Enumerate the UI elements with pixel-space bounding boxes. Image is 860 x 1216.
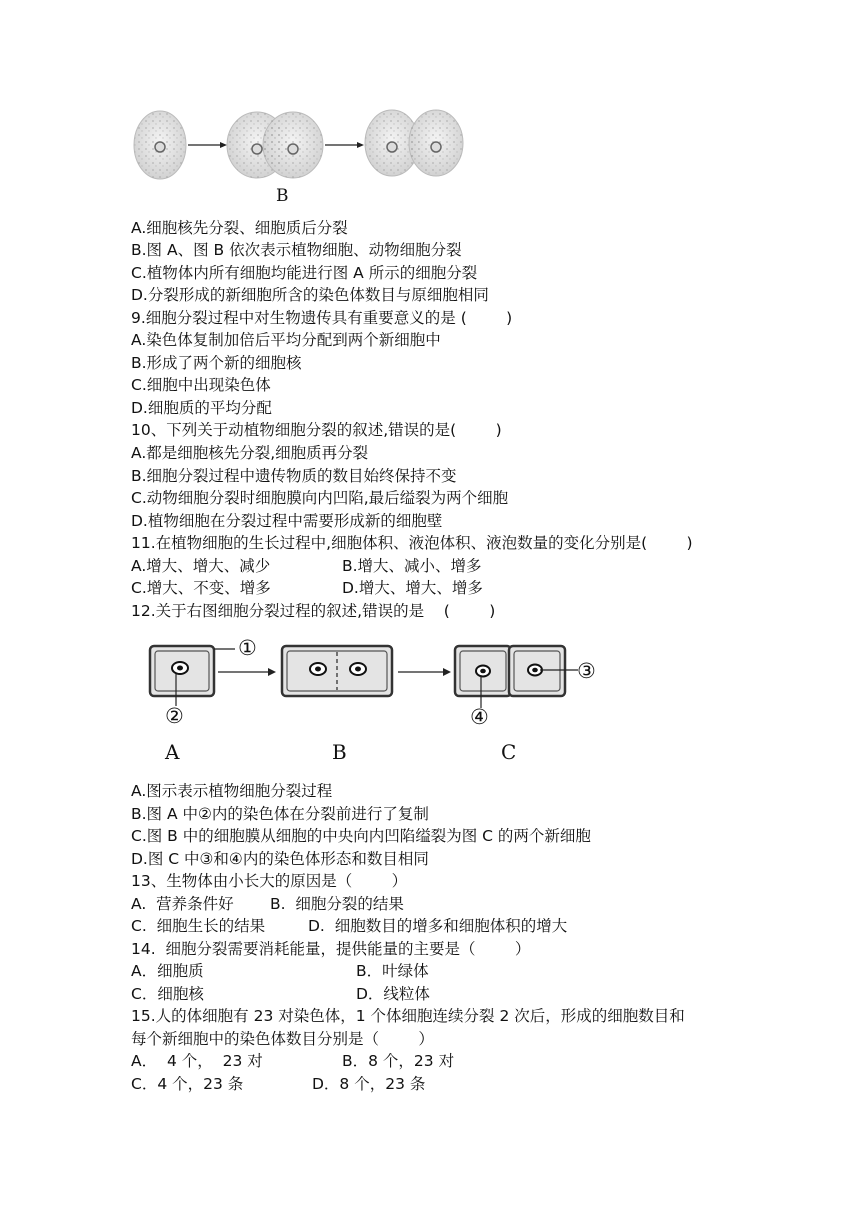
q14-stem: 14. 细胞分裂需要消耗能量，提供能量的主要是（ ） <box>131 940 531 958</box>
cell-stage-2 <box>227 112 323 178</box>
q9-option-a: A.染色体复制加倍后平均分配到两个新细胞中 <box>131 331 441 349</box>
q13-stem: 13、生物体由小长大的原因是（ ） <box>131 872 408 890</box>
q13-option-c: C. 细胞生长的结果 <box>131 917 266 935</box>
q13-option-d: D. 细胞数目的增多和细胞体积的增大 <box>308 917 568 935</box>
marker-1: ① <box>238 636 257 660</box>
q11-option-c: C.增大、不变、增多 <box>131 579 271 597</box>
figure-label-c: C <box>501 740 517 764</box>
q8-option-b: B.图 A、图 B 依次表示植物细胞、动物细胞分裂 <box>131 241 462 259</box>
marker-3: ③ <box>577 659 596 683</box>
cell-a <box>150 646 214 696</box>
figure-b-label: B <box>276 186 289 206</box>
q11-stem: 11.在植物细胞的生长过程中,细胞体积、液泡体积、液泡数量的变化分别是( ) <box>131 534 693 552</box>
q14-option-c: C．细胞核 <box>131 985 204 1003</box>
cell-c <box>455 646 565 696</box>
q8-option-c: C.植物体内所有细胞均能进行图 A 所示的细胞分裂 <box>131 264 478 282</box>
q10-option-d: D.植物细胞在分裂过程中需要形成新的细胞壁 <box>131 512 443 530</box>
q13-option-a: A. 营养条件好 <box>131 895 234 913</box>
q15-stem-line1: 15.人的体细胞有 23 对染色体，1 个体细胞连续分裂 2 次后，形成的细胞数目和 <box>131 1007 685 1025</box>
q15-option-c: C．4 个，23 条 <box>131 1075 244 1093</box>
q14-option-d: D．线粒体 <box>356 985 430 1003</box>
q9-option-d: D.细胞质的平均分配 <box>131 399 272 417</box>
q14-option-a: A．细胞质 <box>131 962 204 980</box>
q11-option-d: D.增大、增大、增多 <box>342 579 483 597</box>
q12-option-b: B.图 A 中②内的染色体在分裂前进行了复制 <box>131 805 429 823</box>
q13-option-b: B. 细胞分裂的结果 <box>270 895 404 913</box>
q8-option-d: D.分裂形成的新细胞所含的染色体数目与原细胞相同 <box>131 286 489 304</box>
q10-option-c: C.动物细胞分裂时细胞膜向内凹陷,最后缢裂为两个细胞 <box>131 489 509 507</box>
q9-stem: 9.细胞分裂过程中对生物遗传具有重要意义的是 ( ) <box>131 309 513 327</box>
q12-option-a: A.图示表示植物细胞分裂过程 <box>131 782 333 800</box>
q11-option-b: B.增大、减小、增多 <box>342 557 482 575</box>
q15-stem-line2: 每个新细胞中的染色体数目分别是（ ） <box>131 1030 434 1048</box>
cell-stage-3 <box>365 110 463 176</box>
q10-option-a: A.都是细胞核先分裂,细胞质再分裂 <box>131 444 369 462</box>
q10-option-b: B.细胞分裂过程中遗传物质的数目始终保持不变 <box>131 467 457 485</box>
marker-2: ② <box>165 704 184 728</box>
q12-stem: 12.关于右图细胞分裂过程的叙述,错误的是 ( ) <box>131 602 496 620</box>
q14-option-b: B．叶绿体 <box>356 962 429 980</box>
q12-option-c: C.图 B 中的细胞膜从细胞的中央向内凹陷缢裂为图 C 的两个新细胞 <box>131 827 591 845</box>
figure-label-a: A <box>165 740 180 764</box>
marker-4: ④ <box>470 705 489 729</box>
cell-stage-1 <box>134 111 186 179</box>
animal-cell-division-figure <box>130 105 470 185</box>
q15-option-b: B．8 个，23 对 <box>342 1052 455 1070</box>
plant-cell-division-figure <box>140 636 610 736</box>
q9-option-b: B.形成了两个新的细胞核 <box>131 354 302 372</box>
q12-option-d: D.图 C 中③和④内的染色体形态和数目相同 <box>131 850 429 868</box>
q8-option-a: A.细胞核先分裂、细胞质后分裂 <box>131 219 348 237</box>
q11-option-a: A.增大、增大、减少 <box>131 557 271 575</box>
cell-b <box>282 646 392 696</box>
q10-stem: 10、下列关于动植物细胞分裂的叙述,错误的是( ) <box>131 421 502 439</box>
figure-label-b: B <box>332 740 347 764</box>
q9-option-c: C.细胞中出现染色体 <box>131 376 271 394</box>
q15-option-a: A． 4 个， 23 对 <box>131 1052 263 1070</box>
q15-option-d: D．8 个，23 条 <box>312 1075 426 1093</box>
